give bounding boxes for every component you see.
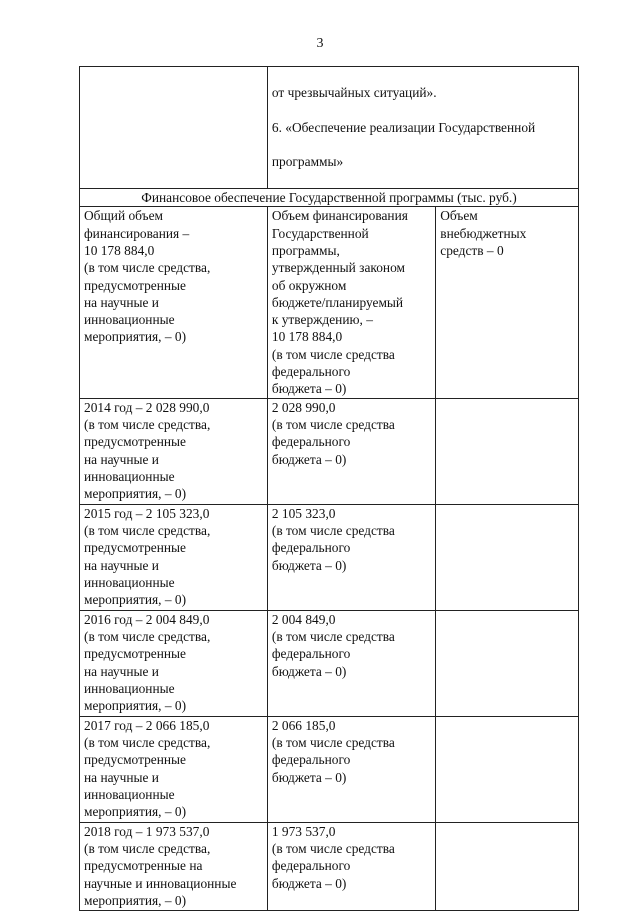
- cell-text-line: 2 004 849,0: [271, 611, 336, 627]
- cell-text-line: федерального: [271, 364, 351, 380]
- cell-text-line: бюджета – 0): [271, 381, 347, 397]
- cell-text-line: 2014 год – 2 028 990,0: [84, 399, 210, 415]
- cell-text-line: инновационные: [84, 574, 175, 590]
- section-heading-row: [80, 189, 579, 207]
- year-budget-cell: [267, 610, 435, 716]
- cell-text-line: на научные и: [84, 663, 159, 679]
- cell-text-line: (в том числе средства,: [84, 628, 211, 644]
- cell-text-line: 2018 год – 1 973 537,0: [84, 823, 210, 839]
- cell-text-line: (в том числе средства: [271, 346, 395, 362]
- year-total-cell: [80, 398, 268, 504]
- cell-text-line: федерального: [271, 646, 351, 662]
- cell-text-line: инновационные: [84, 786, 175, 802]
- cell-text-line: мероприятия, – 0): [84, 329, 187, 345]
- cell-text-line: Государственной: [271, 225, 369, 241]
- cell-text-line: федерального: [271, 540, 351, 556]
- year-total-cell: [80, 610, 268, 716]
- cell-text-line: на научные и: [84, 557, 159, 573]
- cell-text-line: средств – 0: [440, 242, 504, 258]
- cell-text-line: предусмотренные: [84, 540, 186, 556]
- program-text-line: 6. «Обеспечение реализации Государственной: [271, 119, 536, 135]
- cell-text-line: об окружном: [271, 277, 347, 293]
- table-row-top: [80, 67, 579, 189]
- cell-text-line: на научные и: [84, 451, 159, 467]
- cell-text-line: бюджета – 0): [271, 557, 347, 573]
- cell-text-line: (в том числе средства,: [84, 840, 211, 856]
- cell-text-line: (в том числе средства: [271, 840, 395, 856]
- cell-text-line: финансирования –: [84, 225, 190, 241]
- cell-text-line: (в том числе средства,: [84, 522, 211, 538]
- cell-text-line: бюджета – 0): [271, 451, 347, 467]
- year-budget-cell: [267, 822, 435, 910]
- year-offbudget-cell: [436, 398, 579, 504]
- cell-text-line: на научные и: [84, 769, 159, 785]
- year-total-cell: [80, 822, 268, 910]
- funding-table: [79, 66, 579, 911]
- cell-text-line: 2016 год – 2 004 849,0: [84, 611, 210, 627]
- cell-text-line: на научные и: [84, 294, 159, 310]
- year-budget-cell: [267, 398, 435, 504]
- empty-cell: [80, 67, 268, 189]
- year-total-cell: [80, 504, 268, 610]
- year-budget-cell: [267, 716, 435, 822]
- table-row: [80, 822, 579, 910]
- year-offbudget-cell: [436, 504, 579, 610]
- program-text-line: от чрезвычайных ситуаций».: [271, 85, 437, 101]
- cell-text-line: (в том числе средства,: [84, 416, 211, 432]
- cell-text-line: (в том числе средства,: [84, 260, 211, 276]
- cell-text-line: 10 178 884,0: [271, 329, 343, 345]
- cell-text-line: бюджете/планируемый: [271, 294, 404, 310]
- cell-text-line: программы,: [271, 242, 340, 258]
- cell-text-line: федерального: [271, 858, 351, 874]
- summary-budget-cell: [267, 207, 435, 398]
- cell-text-line: Общий объем: [84, 208, 163, 224]
- cell-text-line: (в том числе средства: [271, 522, 395, 538]
- page-number: 3: [316, 36, 324, 51]
- summary-offbudget-cell: [436, 207, 579, 398]
- cell-text-line: 1 973 537,0: [271, 823, 336, 839]
- cell-text-line: (в том числе средства,: [84, 734, 211, 750]
- cell-text-line: 2017 год – 2 066 185,0: [84, 717, 210, 733]
- year-total-cell: [80, 716, 268, 822]
- cell-text-line: мероприятия, – 0): [84, 804, 187, 820]
- cell-text-line: 2 066 185,0: [271, 717, 336, 733]
- table-row: [80, 716, 579, 822]
- cell-text-line: (в том числе средства: [271, 628, 395, 644]
- cell-text-line: бюджета – 0): [271, 663, 347, 679]
- cell-text-line: внебюджетных: [440, 225, 527, 241]
- cell-text-line: мероприятия, – 0): [84, 892, 187, 908]
- table-row: [80, 610, 579, 716]
- cell-text-line: инновационные: [84, 680, 175, 696]
- cell-text-line: (в том числе средства: [271, 734, 395, 750]
- cell-text-line: к утверждению, –: [271, 312, 373, 328]
- cell-text-line: 2 028 990,0: [271, 399, 336, 415]
- cell-text-line: 2015 год – 2 105 323,0: [84, 505, 210, 521]
- year-offbudget-cell: [436, 716, 579, 822]
- cell-text-line: мероприятия, – 0): [84, 486, 187, 502]
- program-text-line: программы»: [271, 154, 344, 170]
- cell-text-line: федерального: [271, 752, 351, 768]
- cell-text-line: предусмотренные: [84, 434, 186, 450]
- summary-row: [80, 207, 579, 398]
- cell-text-line: 10 178 884,0: [84, 242, 155, 258]
- year-budget-cell: [267, 504, 435, 610]
- cell-text-line: предусмотренные: [84, 277, 186, 293]
- year-offbudget-cell: [436, 610, 579, 716]
- cell-text-line: мероприятия, – 0): [84, 698, 187, 714]
- cell-text-line: предусмотренные: [84, 752, 186, 768]
- table-row: [80, 504, 579, 610]
- cell-text-line: 2 105 323,0: [271, 505, 336, 521]
- program-text-cell: [267, 67, 578, 189]
- table-row: [80, 398, 579, 504]
- cell-text-line: инновационные: [84, 468, 175, 484]
- cell-text-line: бюджета – 0): [271, 875, 347, 891]
- summary-total-cell: [80, 207, 268, 398]
- cell-text-line: федерального: [271, 434, 351, 450]
- cell-text-line: Объем: [440, 208, 478, 224]
- year-offbudget-cell: [436, 822, 579, 910]
- cell-text-line: Объем финансирования: [271, 208, 408, 224]
- section-heading: Финансовое обеспечение Государственной программы (тыс. руб.): [80, 189, 579, 207]
- cell-text-line: (в том числе средства: [271, 416, 395, 432]
- cell-text-line: мероприятия, – 0): [84, 592, 187, 608]
- cell-text-line: предусмотренные: [84, 646, 186, 662]
- cell-text-line: научные и инновационные: [84, 875, 237, 891]
- cell-text-line: утвержденный законом: [271, 260, 405, 276]
- cell-text-line: бюджета – 0): [271, 769, 347, 785]
- cell-text-line: инновационные: [84, 312, 175, 328]
- cell-text-line: предусмотренные на: [84, 858, 203, 874]
